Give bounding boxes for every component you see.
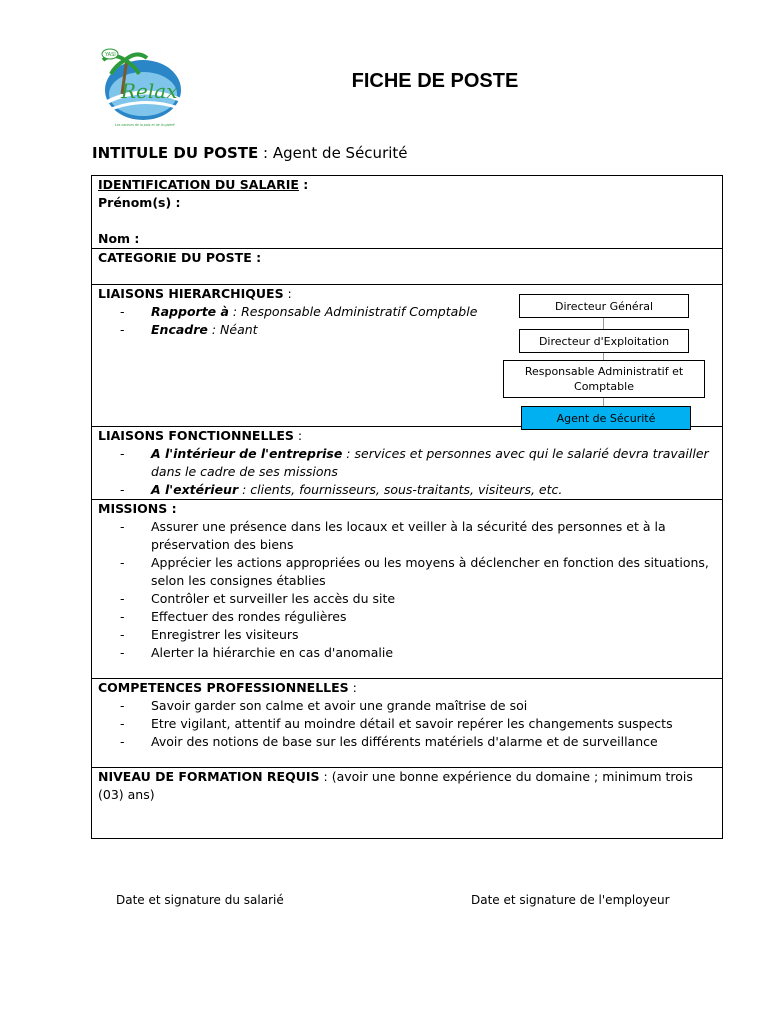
- rapporte-label: Rapporte à: [151, 304, 229, 319]
- list-item: - Contrôler et surveiller les accès du site: [120, 590, 716, 608]
- nom-label: Nom :: [98, 231, 140, 246]
- org-box-directeur-general: Directeur Général: [519, 294, 689, 318]
- list-item: [120, 481, 716, 499]
- competences-suffix: :: [348, 680, 357, 695]
- logo-wordmark: Relax: [121, 79, 178, 103]
- list-item: - Apprécier les actions appropriées ou les moyens à déclencher en fonction des situations, selon les consignes établies: [120, 554, 716, 590]
- competences-section: [92, 679, 723, 768]
- exterieur-label: A l'extérieur: [151, 482, 239, 497]
- liaisons-fonctionnelles-suffix: :: [293, 428, 303, 443]
- identification-title: IDENTIFICATION DU SALARIE: [98, 177, 299, 192]
- list-item: [120, 445, 716, 481]
- liaisons-hierarchiques-title: LIAISONS HIERARCHIQUES: [98, 286, 284, 301]
- list-item: - Alerter la hiérarchie en cas d'anomalie: [120, 644, 716, 662]
- interieur-label: A l'intérieur de l'entreprise: [151, 446, 343, 461]
- list-item: - Assurer une présence dans les locaux et veiller à la sécurité des personnes et à la préservation des biens: [120, 518, 716, 554]
- org-box-agent-securite: Agent de Sécurité: [521, 406, 691, 430]
- job-title-label: INTITULE DU POSTE: [92, 144, 259, 162]
- org-box-directeur-exploitation: Directeur d'Exploitation: [519, 329, 689, 353]
- interieur-value: : services et personnes avec qui le salarié devra travailler dans le cadre de ses missions: [151, 446, 709, 479]
- missions-section: [92, 500, 723, 679]
- rapporte-value: : Responsable Administratif Comptable: [228, 304, 478, 319]
- categorie-section: [92, 249, 723, 285]
- formation-text: : (avoir une bonne expérience du domaine ; minimum trois (03) ans): [98, 769, 693, 802]
- identification-section: [92, 176, 723, 249]
- list-item: - Effectuer des rondes régulières: [120, 608, 716, 626]
- liaisons-fonctionnelles-title: LIAISONS FONCTIONNELLES: [98, 428, 294, 443]
- formation-title: NIVEAU DE FORMATION REQUIS: [98, 769, 320, 784]
- categorie-label: CATEGORIE DU POSTE :: [98, 250, 262, 265]
- liaisons-hierarchiques-suffix: :: [283, 286, 292, 301]
- job-title-value: Agent de Sécurité: [272, 144, 408, 162]
- missions-title: MISSIONS :: [98, 501, 177, 516]
- liaisons-fonctionnelles-section: [92, 427, 723, 500]
- job-description-table: [91, 175, 723, 839]
- signature-employeur: Date et signature de l'employeur: [471, 893, 670, 907]
- encadre-value: : Néant: [207, 322, 258, 337]
- page-title: FICHE DE POSTE: [351, 70, 519, 92]
- liaisons-hierarchiques-section: [92, 285, 723, 427]
- list-item: - Avoir des notions de base sur les différents matériels d'alarme et de surveillance: [120, 733, 716, 751]
- competences-title: COMPETENCES PROFESSIONNELLES: [98, 680, 349, 695]
- formation-section: [92, 768, 723, 839]
- list-item: - Enregistrer les visiteurs: [120, 626, 716, 644]
- org-box-responsable-administratif: Responsable Administratif et Comptable: [503, 360, 705, 398]
- list-item: - Etre vigilant, attentif au moindre détail et savoir repérer les changements suspects: [120, 715, 716, 733]
- job-title-separator: :: [258, 144, 273, 162]
- prenom-label: Prénom(s) :: [98, 195, 181, 210]
- exterieur-value: : clients, fournisseurs, sous-traitants, visiteurs, etc.: [238, 482, 563, 497]
- logo-badge: YASI: [105, 52, 116, 58]
- list-item: - Savoir garder son calme et avoir une grande maîtrise de soi: [120, 697, 716, 715]
- company-logo: [93, 44, 187, 130]
- identification-title-suffix: :: [298, 177, 309, 192]
- job-title-line: [92, 144, 408, 162]
- logo-tagline: Les saveurs de la paix et de la gaieté: [115, 123, 175, 127]
- encadre-label: Encadre: [151, 322, 208, 337]
- signature-salarie: Date et signature du salarié: [116, 893, 284, 907]
